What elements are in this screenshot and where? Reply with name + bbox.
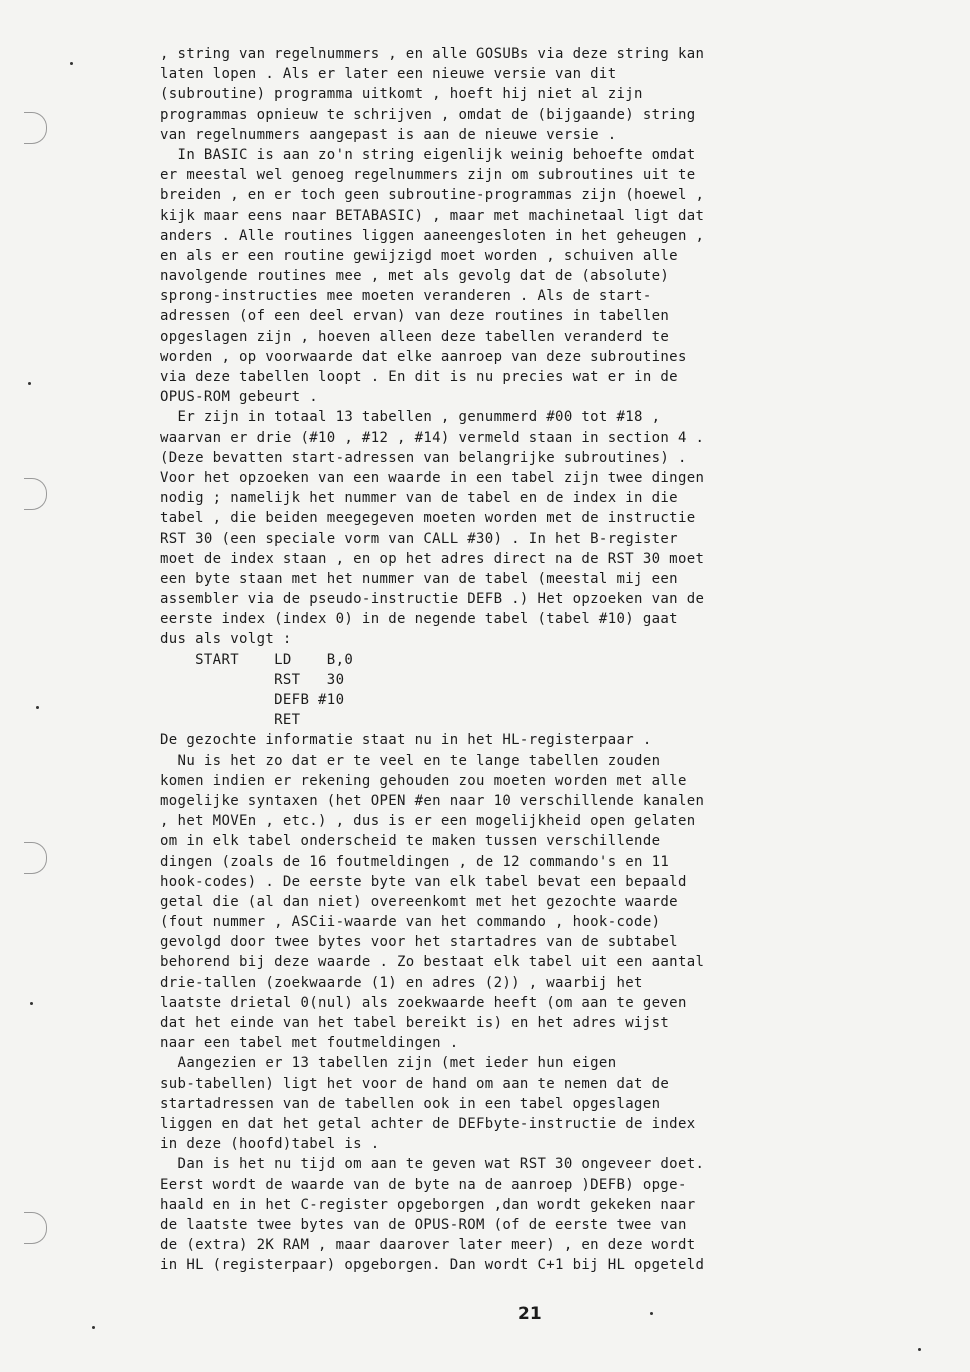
- scan-speck: [28, 382, 31, 385]
- text-line: dingen (zoals de 16 foutmeldingen , de 12 commando's en 11: [160, 853, 670, 870]
- scan-speck: [918, 1348, 921, 1351]
- text-line: kijk maar eens naar BETABASIC) , maar met machinetaal ligt dat: [160, 207, 705, 224]
- text-line: om in elk tabel onderscheid te maken tussen verschillende: [160, 833, 661, 850]
- text-line: sprong-instructies mee moeten veranderen . Als de start-: [160, 288, 652, 305]
- text-line: moet de index staan , en op het adres direct na de RST 30 moet: [160, 550, 705, 567]
- text-line: in deze (hoofd)tabel is .: [160, 1136, 380, 1153]
- text-line: adressen (of een deel ervan) van deze routines in tabellen: [160, 308, 670, 325]
- text-line: haald en in het C-register opgeborgen ,dan wordt gekeken naar: [160, 1196, 696, 1213]
- text-line: (fout nummer , ASCii-waarde van het commando , hook-code): [160, 914, 661, 931]
- punch-hole-mark: [24, 1212, 47, 1244]
- scan-speck: [92, 1326, 95, 1329]
- text-line: (Deze bevatten start-adressen van belangrijke subroutines) .: [160, 449, 687, 466]
- text-line: nodig ; namelijk het nummer van de tabel en de index in die: [160, 490, 678, 507]
- text-line: gevolgd door twee bytes voor het startadres van de subtabel: [160, 934, 678, 951]
- text-line: RST 30: [160, 671, 345, 688]
- text-line: assembler via de pseudo-instructie DEFB .) Het opzoeken van de: [160, 591, 705, 608]
- text-line: , string van regelnummers , en alle GOSUBs via deze string kan: [160, 46, 705, 62]
- text-line: van regelnummers aangepast is aan de nieuwe versie .: [160, 126, 617, 143]
- text-line: de (extra) 2K RAM , maar daarover later meer) , en deze wordt: [160, 1237, 696, 1254]
- text-line: naar een tabel met foutmeldingen .: [160, 1035, 459, 1052]
- text-line: programmas opnieuw te schrijven , omdat de (bijgaande) string: [160, 106, 696, 123]
- punch-hole-mark: [24, 478, 47, 510]
- text-line: Voor het opzoeken van een waarde in een tabel zijn twee dingen: [160, 469, 705, 486]
- text-line: (subroutine) programma uitkomt , hoeft hij niet al zijn: [160, 86, 643, 103]
- text-line: RET: [160, 712, 301, 729]
- scan-speck: [70, 62, 73, 65]
- text-line: RST 30 (een speciale vorm van CALL #30) . In het B-register: [160, 530, 678, 547]
- text-line: komen indien er rekening gehouden zou moeten worden met alle: [160, 772, 687, 789]
- page-number: 21: [518, 1304, 542, 1324]
- text-line: Er zijn in totaal 13 tabellen , genummerd #00 tot #18 ,: [160, 409, 661, 426]
- text-line: laten lopen . Als er later een nieuwe versie van dit: [160, 66, 617, 83]
- text-line: DEFB #10: [160, 692, 345, 708]
- text-line: getal die (al dan niet) overeenkomt met het gezochte waarde: [160, 893, 678, 910]
- text-line: Dan is het nu tijd om aan te geven wat RST 30 ongeveer doet.: [160, 1156, 705, 1173]
- text-line: liggen en dat het getal achter de DEFbyte-instructie de index: [160, 1115, 696, 1132]
- punch-hole-mark: [24, 112, 47, 144]
- text-line: tabel , die beiden meegegeven moeten worden met de instructie: [160, 510, 696, 527]
- text-line: mogelijke syntaxen (het OPEN #en naar 10 verschillende kanalen: [160, 792, 705, 809]
- text-line: er meestal wel genoeg regelnummers zijn om subroutines uit te: [160, 167, 696, 184]
- text-line: in HL (registerpaar) opgeborgen. Dan wordt C+1 bij HL opgeteld: [160, 1257, 705, 1274]
- text-line: OPUS-ROM gebeurt .: [160, 389, 319, 406]
- text-line: dus als volgt :: [160, 631, 292, 648]
- text-line: opgeslagen zijn , hoeven alleen deze tabellen veranderd te: [160, 328, 670, 345]
- scan-speck: [36, 706, 39, 709]
- text-line: behorend bij deze waarde . Zo bestaat elk tabel uit een aantal: [160, 954, 705, 971]
- text-line: laatste drietal 0(nul) als zoekwaarde heeft (om aan te geven: [160, 994, 687, 1011]
- text-line: startadressen van de tabellen ook in een tabel opgeslagen: [160, 1095, 661, 1112]
- text-line: , het MOVEn , etc.) , dus is er een mogelijkheid open gelaten: [160, 813, 696, 830]
- text-line: Eerst wordt de waarde van de byte na de aanroep )DEFB) opge-: [160, 1176, 687, 1193]
- text-line: en als er een routine gewijzigd moet worden , schuiven alle: [160, 247, 678, 264]
- text-line: De gezochte informatie staat nu in het HL-registerpaar .: [160, 732, 652, 749]
- punch-hole-mark: [24, 842, 47, 874]
- text-line: een byte staan met het nummer van de tabel (meestal mij een: [160, 570, 678, 587]
- text-line: drie-tallen (zoekwaarde (1) en adres (2)) , waarbij het: [160, 974, 643, 991]
- text-line: via deze tabellen loopt . En dit is nu precies wat er in de: [160, 369, 678, 385]
- body-text: [160, 44, 918, 1275]
- text-line: dat het einde van het tabel bereikt is) en het adres wijst: [160, 1015, 670, 1031]
- text-line: sub-tabellen) ligt het voor de hand om aan te nemen dat de: [160, 1075, 670, 1092]
- text-line: Aangezien er 13 tabellen zijn (met ieder hun eigen: [160, 1055, 617, 1072]
- text-line: eerste index (index 0) in de negende tabel (tabel #10) gaat: [160, 611, 678, 628]
- scan-speck: [30, 1002, 33, 1005]
- text-line: hook-codes) . De eerste byte van elk tabel bevat een bepaald: [160, 873, 687, 890]
- text-line: Nu is het zo dat er te veel en te lange tabellen zouden: [160, 752, 661, 769]
- text-line: START LD B,0: [160, 651, 354, 668]
- text-line: In BASIC is aan zo'n string eigenlijk weinig behoefte omdat: [160, 146, 696, 163]
- text-line: navolgende routines mee , met als gevolg dat de (absolute): [160, 268, 670, 285]
- text-line: anders . Alle routines liggen aaneengesloten in het geheugen ,: [160, 227, 705, 244]
- text-line: de laatste twee bytes van de OPUS-ROM (of de eerste twee van: [160, 1216, 687, 1233]
- text-line: worden , op voorwaarde dat elke aanroep van deze subroutines: [160, 348, 687, 365]
- text-line: breiden , en er toch geen subroutine-programmas zijn (hoewel ,: [160, 187, 705, 204]
- text-line: waarvan er drie (#10 , #12 , #14) vermeld staan in section 4 .: [160, 429, 705, 446]
- scan-speck: [650, 1312, 653, 1315]
